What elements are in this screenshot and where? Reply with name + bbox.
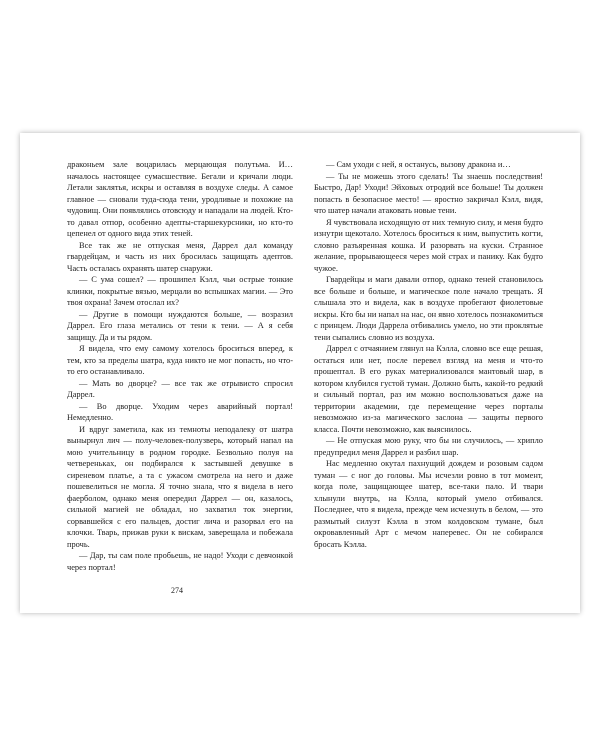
paragraph: — Не отпуская мою руку, что бы ни случилось, — хрипло предупредил меня Даррел и разбил шар. bbox=[314, 436, 543, 457]
paragraph: — Во дворце. Уходим через аварийный портал! Немедленно. bbox=[67, 401, 293, 422]
paragraph: — Мать во дворце? — все так же отрывисто спросил Даррел. bbox=[67, 378, 293, 399]
paragraph: И вдруг заметила, как из темноты неподалеку от шатра вынырнул лич — полу-человек-полузверь, который напал на мою учительницу в родном городке. Безвольно полуя на четвереньках, он подбирался к застывшей девушке в сиреневом платье, а та с ужасом смотрела на него и даже пошевелиться не могла. Я точно знала, что я видела в него фаерболом, однако меня опередил Даррел — он, казалось, сильной магией не обладал, но захватил ток энергии, сорвавшейся с его пальцев, достиг лича и разорвал его на клочки. Тварь, прижав руки к вискам, заверещала и побежала прочь. bbox=[67, 424, 293, 549]
paragraph: — Ты не можешь этого сделать! Ты знаешь последствия! Быстро, Дар! Уходи! Эйховых отродий все больше! Ты должен попасть в безопасное место! — яростно закричал Кэлл, видя, что шатер начали атаковать новые тени. bbox=[314, 171, 543, 215]
paragraph: Я видела, что ему самому хотелось броситься вперед, к тем, кто за пределы шатра, куда никто не мог попасть, но что-то его останавливало. bbox=[67, 344, 293, 376]
paragraph: драконьем зале воцарилась мерцающая полутьма. И… началось настоящее сумасшествие. Бегали и кричали люди. Летали заклятья, искры и оставляя в воздухе следы. А самое главное — сновали туда-сюда тени, уродливые и похожие на чудовищ. Они появлялись отовсюду и нападали на людей. Кто-то давал отпор, особенно адепты-старшекурсники, но кто-то цепенел от одного вида этих теней. bbox=[67, 160, 293, 238]
paragraph: Все так же не отпуская меня, Даррел дал команду гвардейцам, и часть из них бросилась защищать адептов. Часть осталась охранять шатер снаружи. bbox=[67, 240, 293, 273]
book-spread bbox=[20, 133, 580, 613]
paragraph: Нас медленно окутал пахнущий дождем и розовым садом туман — с ног до головы. Мы исчезли ровно в тот момент, когда поле, защищающее шатер, все-таки пало. И твари хлынули внутрь, на Кэлла, который умело отбивался. Последнее, что я видела, прежде чем исчезнуть в белом, — это размытый силуэт Кэлла в этом колдовском тумане, был окровавленный Арт с мечом наперевес. Он не собирался бросать Кэлла. bbox=[314, 459, 543, 549]
right-page-text bbox=[314, 159, 543, 550]
paragraph: Я чувствовала исходящую от них темную силу, и меня будто изнутри щекотало. Хотелось броситься к ним, выпустить когти, словно разъяренная кошка. И разорвать на куски. Странное желание, прорывающееся через мой страх и панику. Как будто чужое. bbox=[314, 217, 543, 273]
page-number: 274 bbox=[171, 586, 183, 595]
paragraph: — С ума сошел? — прошипел Кэлл, чьи острые тонкие клинки, покрытые вязью, мерцали во вспышках магии. — Это твоя охрана! Зачем отослал их? bbox=[67, 275, 293, 307]
paragraph: Гвардейцы и маги давали отпор, однако теней становилось все больше и больше, и магическое поле начало трещать. Я слышала это и видела, как в воздухе пробегают фиолетовые искры. Кто бы ни напал на нас, он явно хотелось познакомиться с принцем. Люди Даррела отбивались умело, но эти проклятые тени сыпались словно из воздуха. bbox=[314, 275, 543, 342]
paragraph: Даррел с отчаянием глянул на Кэлла, словно все еще решая, остаться или нет, после перевел взгляд на меня и что-то прошептал. В его руках материализовался мантовый шар, в котором клубился густой туман. Должно быть, какой-то редкий и сильный портал, раз им можно воспользоваться даже на территории академии, где перемещение через порталы невозможно из-за магического заслона — защиты первого класса. Почти невозможно, как выяснилось. bbox=[314, 344, 543, 434]
paragraph: — Сам уходи с ней, я останусь, вызову дракона и… bbox=[326, 160, 511, 169]
left-page-text bbox=[67, 159, 293, 573]
paragraph: — Другие в помощи нуждаются больше, — возразил Даррел. Его глаза метались от тени к тени. — А я себя защищу. Да и ты рядом. bbox=[67, 309, 293, 342]
paragraph: — Дар, ты сам поле пробьешь, не надо! Уходи с девчонкой через портал! bbox=[67, 551, 293, 572]
